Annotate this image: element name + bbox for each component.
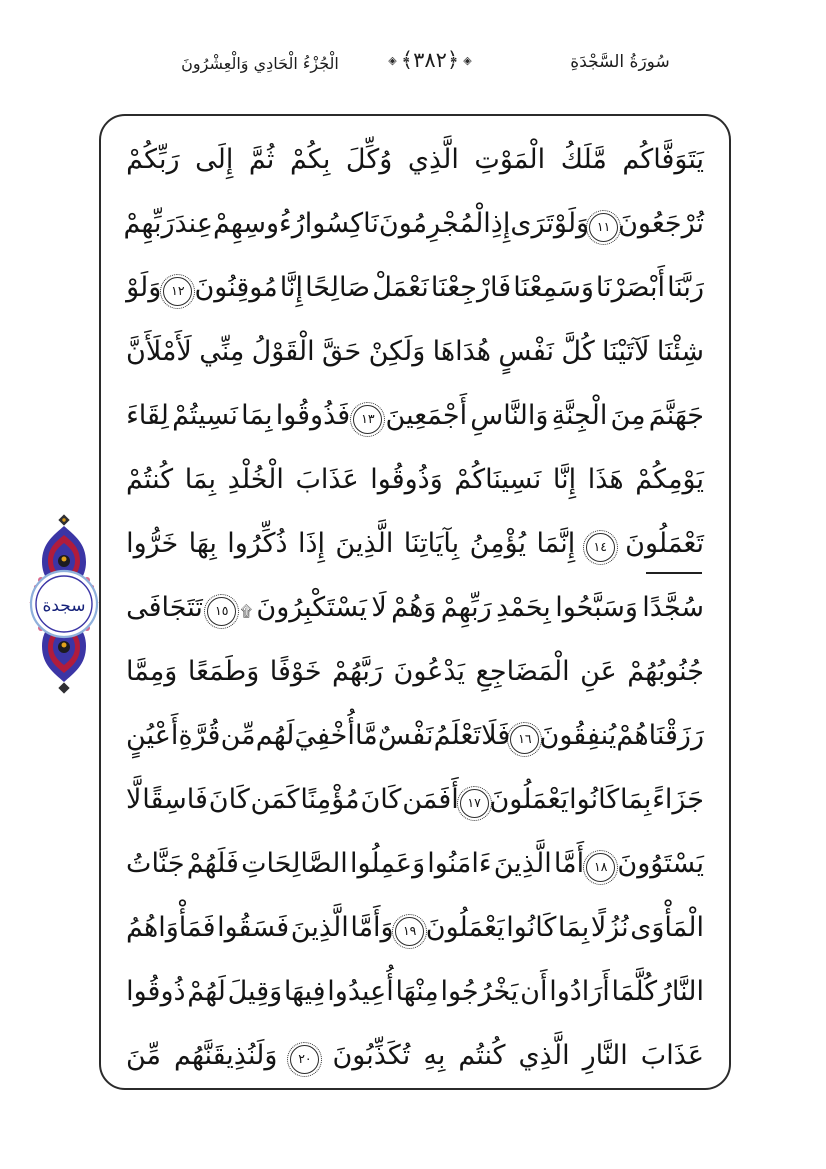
quran-word: كَانَ [208,784,250,815]
ayah-number-medallion: ١١ [589,213,618,242]
quran-word: ذُوقُوا [126,976,186,1007]
quran-word: كَمَن [250,784,300,815]
quran-word: فَلَهُمْ [186,848,239,879]
quran-word: أَمَّا [553,848,585,879]
quran-word: يَتَوَفَّاكُم [622,144,704,175]
quran-word: تَرَى [510,208,554,239]
quran-line [126,835,704,899]
quran-word: كَانُوا [569,784,620,815]
quran-line [126,963,704,1027]
quran-word: يَعْمَلُونَ [489,784,569,815]
ayah-number-medallion: ١٥ [207,597,236,626]
ayah-number-medallion: ١٨ [586,853,615,882]
quran-word: مِنْهَا [395,976,439,1007]
quran-word: بِحَمْدِ [496,592,551,623]
ayah-number-medallion: ١٩ [395,917,424,946]
quran-word: كَانَ [360,784,402,815]
quran-word: صَالِحًا [305,272,371,303]
quran-line [126,259,704,323]
quran-word: مِّنَ [126,1040,162,1071]
quran-word: الْمُجْرِمُونَ [378,208,491,239]
page-number-value: ﴿٣٨٢﴾ [400,48,460,72]
quran-word: النَّارِ [582,1040,628,1071]
quran-word: النَّارُ [658,976,704,1007]
quran-word: إِنَّا [279,272,304,303]
quran-word: بِآيَاتِنَا [403,528,460,559]
quran-word: أَفَمَن [402,784,459,815]
quran-word: كُلَّ [561,336,595,367]
quran-word: نَفْسٌ [377,720,434,751]
quran-word: تَتَجَافَى [126,592,203,623]
quran-word: شِئْنَا [656,336,704,367]
quran-word: هُدَاهَا [432,336,492,367]
quran-word: وَلَنُذِيقَنَّهُم [174,1040,278,1071]
quran-line [126,387,704,451]
quran-word: الْمَوْتِ [474,144,546,175]
quran-word: بِمَا [184,464,217,495]
page-number [368,50,492,71]
quran-word: إِذِ [490,208,511,239]
ayah-number-medallion: ١٤ [586,533,615,562]
quran-word: وَسَبَّحُوا [555,592,638,623]
sajdah-medallion [27,514,101,694]
quran-word: جَنَّاتُ [126,848,185,879]
quran-word: إِلَى [195,144,234,175]
medallion-bottom-finial [58,682,69,693]
sajdah-overlined-word: سُجَّدًا [642,579,704,637]
quran-line [126,131,704,195]
quran-word: نَسِيتُمْ [172,400,238,431]
medallion-top-dot [62,518,65,521]
quran-word: مَّلَكُ [560,144,607,175]
quran-word: كَانُوا [506,912,557,943]
quran-word: الَّذِي [407,144,459,175]
quran-word: لَا [371,592,387,623]
quran-word: وَقِيلَ [227,976,283,1007]
medallion-center-circle [31,571,97,637]
quran-word: تُرْجَعُونَ [618,208,704,239]
quran-word: خَرُّوا [126,528,179,559]
quran-word: ثُمَّ [248,144,275,175]
quran-word: خَوْفًا [269,656,322,687]
quran-line [126,579,704,643]
quran-word: لِقَاءَ [126,400,169,431]
quran-line [126,1027,704,1090]
quran-word: كُلَّمَا [611,976,658,1007]
quran-word: فِيهَا [283,976,326,1007]
quran-word: الَّذِينَ [493,848,552,879]
quran-word: وَطَمَعًا [187,656,260,687]
quran-word: أَرَادُوا [549,976,610,1007]
quran-word: لَأَمْلَأَنَّ [126,336,192,367]
quran-word: رَزَقْنَاهُمْ [616,720,704,751]
quran-word: يَعْمَلُونَ [425,912,505,943]
ayah-number-medallion: ١٢ [163,277,192,306]
quran-line [126,515,704,579]
quran-word: إِذَا [297,528,325,559]
quran-word: وَسَمِعْنَا [513,272,594,303]
ayah-number-medallion: ١٣ [353,405,382,434]
quran-word: نَسِينَاكُمْ [454,464,542,495]
quran-line [123,195,704,259]
quran-word: بِهَا [188,528,217,559]
quran-line [126,771,704,835]
quran-word: الصَّالِحَاتِ [241,848,348,879]
quran-word: وَالنَّاسِ [470,400,549,431]
quran-word: فَمَأْوَاهُمُ [126,912,216,943]
quran-word: وَأَمَّا [350,912,394,943]
quran-word: تُكَذِّبُونَ [332,1040,411,1071]
quran-word: يُؤْمِنُ [469,528,527,559]
quran-word: رَبِّهِمْ [123,208,175,239]
quran-word: رَبَّهُمْ [332,656,383,687]
quran-word: تَعْلَمُ [433,720,482,751]
quran-word: مَّا [355,720,378,751]
quran-word: جُنُوبُهُمْ [627,656,704,687]
ayah-number-medallion: ٢٠ [290,1045,319,1074]
sajdah-sign-icon: ۩ [240,601,253,620]
quran-word: لَّا [126,784,142,815]
quran-word: بِمَا [241,400,273,431]
quran-line [126,451,704,515]
quran-word: يُنفِقُونَ [539,720,617,751]
quran-word: بِهِ [423,1040,446,1071]
quran-word: الَّذِي [518,1040,570,1071]
quran-word: لَهُم [255,720,295,751]
quran-word: مِنَ [610,400,646,431]
quran-word: بِكُمْ [289,144,331,175]
quran-word: نُزُلًا [590,912,629,943]
quran-word: أَجْمَعِينَ [385,400,468,431]
quran-word: وَعَمِلُوا [349,848,426,879]
quran-word: فَاسِقًا [142,784,208,815]
quran-word: حَقَّ [321,336,362,367]
quran-word: أَن [520,976,548,1007]
quran-word: جَهَنَّمَ [648,400,704,431]
quran-word: كُنتُمْ [126,464,174,495]
quran-line [126,707,704,771]
quran-word: ءَامَنُوا [427,848,492,879]
quran-word: بِمَا [557,912,590,943]
quran-word: عَنِ [580,656,617,687]
quran-word: عَذَابَ [295,464,359,495]
quran-word: هَذَا [587,464,624,495]
rosette-icon: ◈ [388,54,397,67]
juz-label: الْجُزْءُ الْحَادِي وَالْعِشْرُونَ [181,54,339,73]
quran-line [126,323,704,387]
rosette-icon: ◈ [463,54,472,67]
quran-word: وَهُمْ [391,592,437,623]
quran-word: أُخْفِيَ [294,720,355,751]
quran-lines [123,131,704,1090]
quran-word: تَعْمَلُونَ [625,528,704,559]
quran-word: وَلَوْ [553,208,590,239]
surah-title: سُورَةُ السَّجْدَةِ [570,52,670,72]
quran-word: يَسْتَكْبِرُونَ [256,592,367,623]
quran-word: جَزَاءً [652,784,704,815]
sajdah-medallion-label: سجدة [42,596,86,616]
ayah-number-medallion: ١٧ [460,789,489,818]
quran-word: فَارْجِعْنَا [430,272,512,303]
quran-line [126,643,704,707]
quran-word: نَاكِسُوا [304,208,379,239]
quran-word: وَمِمَّا [126,656,178,687]
quran-word: مِّن [220,720,256,751]
quran-word: رَبِّهِمْ [440,592,492,623]
quran-word: أُعِيدُوا [327,976,394,1007]
quran-word: مُؤْمِنًا [300,784,360,815]
quran-word: الْجِنَّةِ [551,400,608,431]
quran-word: لَآتَيْنَا [602,336,650,367]
quran-word: يَسْتَوُونَ [617,848,704,879]
quran-word: الْخُلْدِ [227,464,284,495]
quran-word: الَّذِينَ [290,912,349,943]
quran-word: رَبِّكُمْ [126,144,180,175]
quran-word: وَلَكِنْ [368,336,426,367]
quran-word: الَّذِينَ [335,528,394,559]
quran-word: الْقَوْلُ [251,336,315,367]
quran-word: وُكِّلَ [345,144,393,175]
quran-word: رَبَّنَا [667,272,704,303]
quran-word: لَهُمْ [187,976,226,1007]
quran-word: نَعْمَلْ [372,272,429,303]
quran-word: يَوْمِكُمْ [635,464,704,495]
quran-word: يَخْرُجُوا [440,976,519,1007]
quran-word: أَعْيُنٍ [126,720,179,751]
quran-word: كُنتُم [458,1040,506,1071]
quran-word: فَذُوقُوا [275,400,351,431]
quran-text-frame [99,114,731,1090]
quran-word: مِنِّي [199,336,245,367]
quran-word: فَلَا [481,720,511,751]
quran-word: يَدْعُونَ [393,656,466,687]
quran-word: ذُكِّرُوا [227,528,288,559]
quran-word: وَذُوقُوا [370,464,443,495]
quran-word: إِنَّا [552,464,577,495]
quran-word: وَلَوْ [126,272,162,303]
quran-word: إِنَّمَا [536,528,576,559]
quran-word: رُءُوسِهِمْ [212,208,305,239]
quran-word: بِمَا [620,784,652,815]
quran-word: قُرَّةِ [178,720,221,751]
quran-word: الْمَأْوَى [630,912,704,943]
quran-word: مُوقِنُونَ [194,272,278,303]
quran-word: الْمَضَاجِعِ [475,656,570,687]
quran-word: نَفْسٍ [498,336,555,367]
ayah-number-medallion: ١٦ [510,725,539,754]
quran-word: عَذَابَ [640,1040,704,1071]
quran-line [126,899,704,963]
quran-word: عِندَ [174,208,213,239]
quran-word: أَبْصَرْنَا [595,272,665,303]
quran-word: فَسَقُوا [217,912,290,943]
